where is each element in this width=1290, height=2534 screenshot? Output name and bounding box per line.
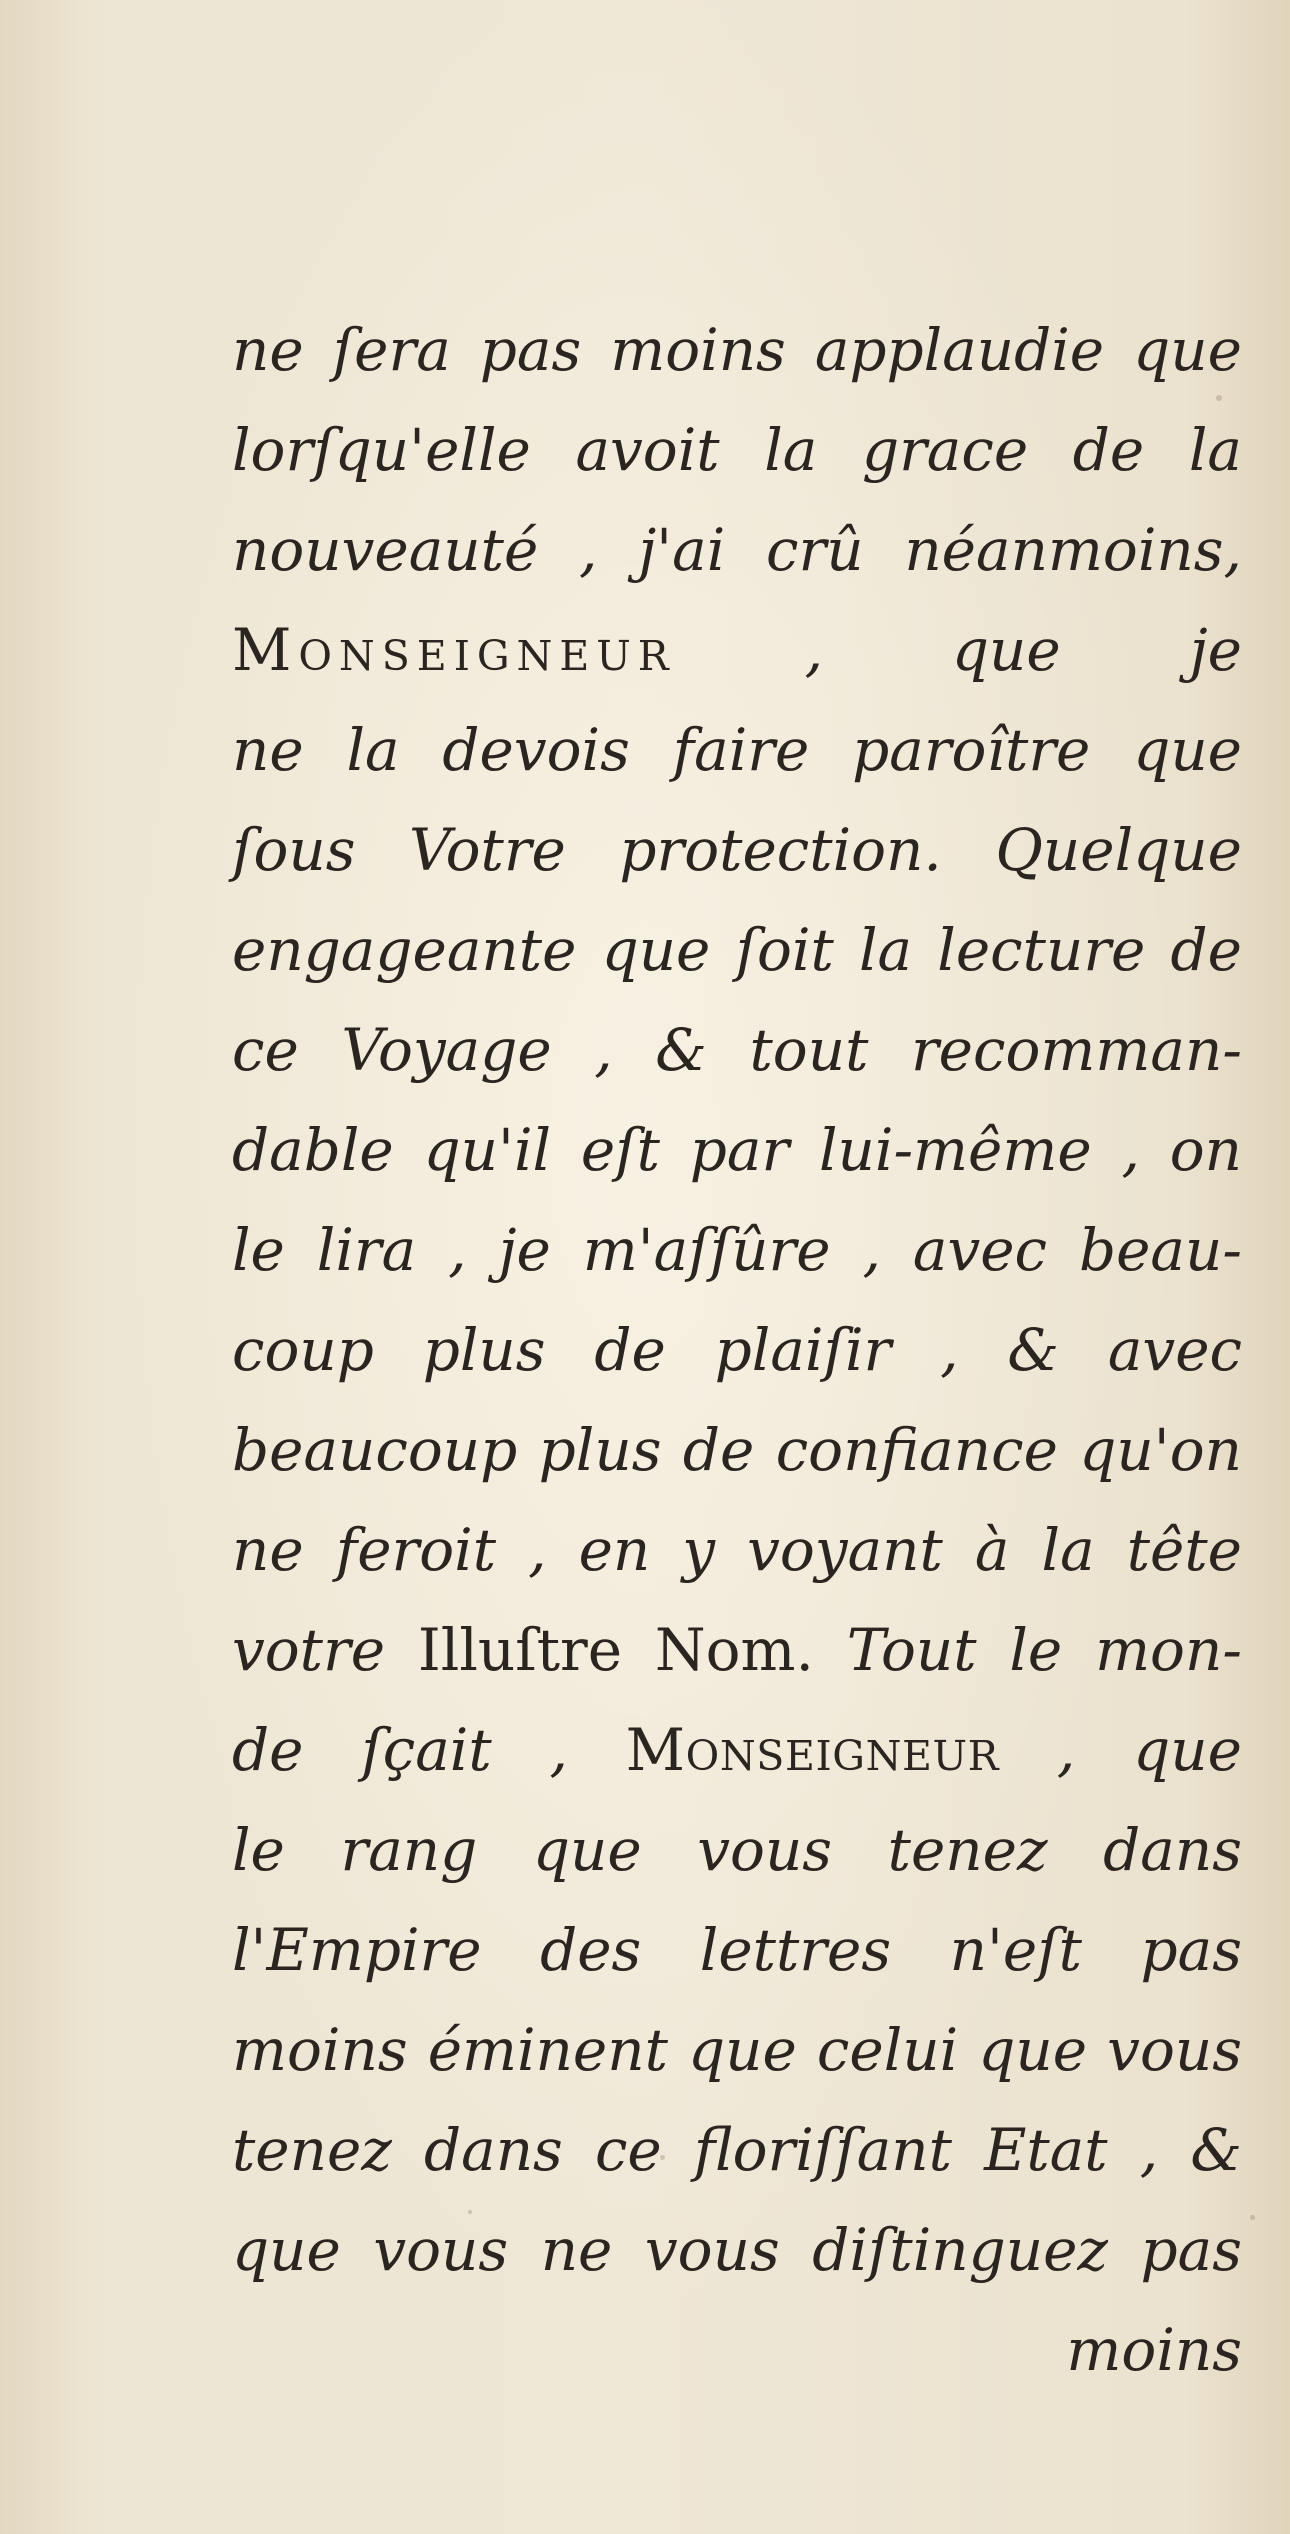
word: tenez xyxy=(232,2116,392,2184)
word: ſçait xyxy=(361,1716,492,1784)
word: y xyxy=(682,1516,716,1584)
word: avoit xyxy=(575,416,720,484)
word: de xyxy=(1170,916,1242,984)
word: m'aſſûre xyxy=(582,1216,831,1284)
word: & xyxy=(1007,1316,1059,1384)
word: devois xyxy=(442,716,630,784)
word: paroître xyxy=(852,716,1091,784)
word: dans xyxy=(1103,1816,1242,1884)
text-line xyxy=(232,1600,1242,1700)
word: que xyxy=(688,2016,797,2084)
word: en xyxy=(578,1516,651,1584)
word: que xyxy=(1133,716,1242,784)
text-line xyxy=(232,500,1242,600)
word: dans xyxy=(424,2116,563,2184)
word: à xyxy=(974,1516,1010,1584)
word: qu'il xyxy=(423,1116,552,1184)
word: Quelque xyxy=(995,816,1242,884)
word: la xyxy=(858,916,913,984)
word: lira xyxy=(316,1216,417,1284)
word: le xyxy=(232,1816,285,1884)
word: que xyxy=(1133,1716,1242,1784)
word: ce xyxy=(594,2116,662,2184)
word: vous xyxy=(1107,2016,1242,2084)
word: diſtinguez xyxy=(812,2216,1108,2284)
text-line xyxy=(232,1700,1242,1800)
word: des xyxy=(540,1916,642,1984)
word: , xyxy=(862,1216,881,1284)
word: la xyxy=(346,716,400,784)
word: celui xyxy=(816,2016,959,2084)
text-line xyxy=(232,1900,1242,2000)
word: Monseigneur xyxy=(625,1716,1000,1784)
word: lui-même xyxy=(818,1116,1092,1184)
word: grace xyxy=(861,416,1029,484)
text-line xyxy=(232,900,1242,1000)
word: que xyxy=(532,1816,642,1884)
word: floriſſant xyxy=(693,2116,952,2184)
word: avec xyxy=(1107,1316,1242,1384)
word: , xyxy=(528,1516,547,1584)
word: pas xyxy=(1140,1916,1242,1984)
text-line xyxy=(232,1800,1242,1900)
word: Tout xyxy=(846,1616,977,1684)
word: éminent xyxy=(427,2016,668,2084)
word: mon- xyxy=(1095,1616,1242,1684)
text-line xyxy=(232,1000,1242,1100)
word: applaudie xyxy=(814,316,1105,384)
word: , xyxy=(940,1316,959,1384)
word: , xyxy=(804,616,823,684)
word: que xyxy=(978,2016,1088,2084)
body-text xyxy=(232,300,1242,2400)
text-line xyxy=(232,600,1242,700)
catchword: moins xyxy=(1066,2316,1242,2384)
word: le xyxy=(1009,1616,1063,1684)
word: engageante xyxy=(232,916,577,984)
word: lecture xyxy=(937,916,1146,984)
word: , xyxy=(549,1716,568,1784)
text-line xyxy=(232,800,1242,900)
word: plus xyxy=(422,1316,546,1384)
word: crû xyxy=(766,516,864,584)
word: , xyxy=(448,1216,467,1284)
word: de xyxy=(232,1716,304,1784)
word: Etat xyxy=(984,2116,1108,2184)
text-line xyxy=(232,1300,1242,1400)
word: on xyxy=(1169,1116,1242,1184)
word: de xyxy=(594,1316,666,1384)
word: recomman- xyxy=(910,1016,1242,1084)
word: Votre xyxy=(409,816,566,884)
word: moins xyxy=(232,2016,408,2084)
word: qu'on xyxy=(1079,1416,1242,1484)
word: lorſqu'elle xyxy=(232,416,531,484)
word: n'eſt xyxy=(949,1916,1082,1984)
word: tout xyxy=(749,1016,869,1084)
word: ſous xyxy=(232,816,356,884)
text-line xyxy=(232,2100,1242,2200)
word: tenez xyxy=(887,1816,1048,1884)
word: par xyxy=(689,1116,790,1184)
word: je xyxy=(498,1216,551,1284)
word: votre xyxy=(232,1616,386,1684)
word: Voyage xyxy=(341,1016,552,1084)
word: ne xyxy=(232,716,304,784)
word: néanmoins, xyxy=(904,516,1242,584)
text-line xyxy=(232,700,1242,800)
text-line xyxy=(232,1100,1242,1200)
word: & xyxy=(655,1016,707,1084)
word: & xyxy=(1190,2116,1242,2184)
text-line xyxy=(232,300,1242,400)
word: eſt xyxy=(580,1116,660,1184)
word: beaucoup xyxy=(232,1416,518,1484)
word: le xyxy=(232,1216,285,1284)
text-line xyxy=(232,1500,1242,1600)
paper-speck xyxy=(1250,2215,1255,2220)
word: nouveauté xyxy=(232,516,539,584)
word: pas xyxy=(479,316,582,384)
word: vous xyxy=(373,2216,509,2284)
word: Monseigneur xyxy=(232,616,676,684)
word: , xyxy=(1121,1116,1140,1184)
text-line xyxy=(232,1400,1242,1500)
word: faire xyxy=(672,716,810,784)
word: beau- xyxy=(1078,1216,1242,1284)
word: ne xyxy=(232,1516,304,1584)
word: coup xyxy=(232,1316,374,1384)
word: protection. xyxy=(619,816,942,884)
text-line xyxy=(232,2000,1242,2100)
word: , xyxy=(1139,2116,1159,2184)
word: la xyxy=(764,416,818,484)
word: dable xyxy=(232,1116,394,1184)
word: plaiſir xyxy=(714,1316,892,1384)
word: feroit xyxy=(335,1516,497,1584)
word: la xyxy=(1188,416,1242,484)
word: que xyxy=(232,2216,341,2284)
word: ne xyxy=(232,316,304,384)
word: plus xyxy=(538,1416,662,1484)
word: ſera xyxy=(332,316,451,384)
word: la xyxy=(1041,1516,1095,1584)
word: moins xyxy=(610,316,786,384)
word: vous xyxy=(644,2216,780,2284)
catchword-line xyxy=(232,2300,1242,2400)
word: ce xyxy=(232,1016,299,1084)
word: de xyxy=(1072,416,1145,484)
word: que xyxy=(951,616,1061,684)
word: , xyxy=(594,1016,613,1084)
text-line xyxy=(232,1200,1242,1300)
word: , xyxy=(1056,1716,1076,1784)
word: voyant xyxy=(747,1516,943,1584)
word: ſoit xyxy=(735,916,834,984)
word: ne xyxy=(540,2216,613,2284)
word: de xyxy=(682,1416,755,1484)
word: Illuſtre xyxy=(417,1616,623,1684)
word: confiance xyxy=(775,1416,1058,1484)
word: vous xyxy=(697,1816,833,1884)
word: rang xyxy=(340,1816,478,1884)
word: l'Empire xyxy=(232,1916,482,1984)
word: j'ai xyxy=(638,516,726,584)
text-line xyxy=(232,2200,1242,2300)
word: je xyxy=(1189,616,1242,684)
word: que xyxy=(1133,316,1242,384)
word: Nom. xyxy=(654,1616,814,1684)
word: , xyxy=(579,516,598,584)
text-line xyxy=(232,400,1242,500)
word: pas xyxy=(1140,2216,1242,2284)
word: que xyxy=(601,916,711,984)
word: avec xyxy=(912,1216,1048,1284)
word: lettres xyxy=(699,1916,892,1984)
word: tête xyxy=(1126,1516,1242,1584)
